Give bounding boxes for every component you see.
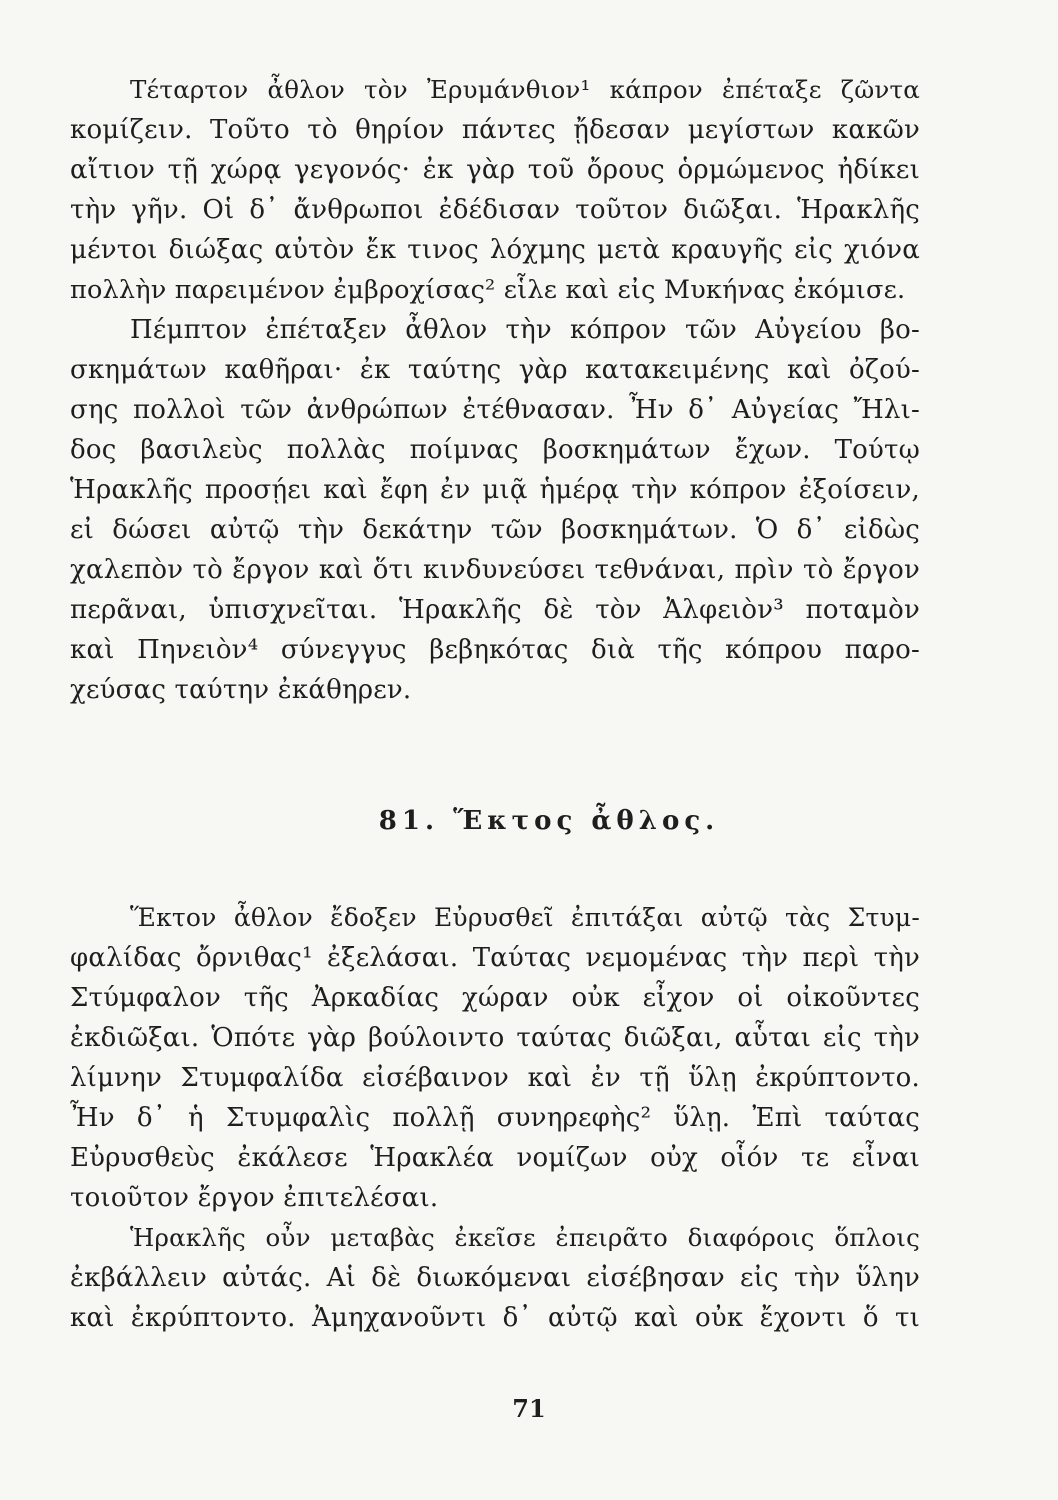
text-line: τοιοῦτον ἔργον ἐπιτελέσαι. <box>70 1183 439 1213</box>
text-line: τὴν γῆν. Οἱ δ᾽ ἄνθρωποι ἐδέδισαν τοῦτον διῶξαι. Ἡρακλῆς <box>70 195 920 225</box>
text-line: καὶ ἐκρύπτοντο. Ἀμηχανοῦντι δ᾽ αὐτῷ καὶ οὐκ ἔχοντι ὅ τι <box>70 1303 920 1333</box>
text-line: Ἦν δ᾽ ἡ Στυμφαλὶς πολλῇ συνηρεφὴς² ὕλῃ. Ἐπὶ ταύτας <box>70 1103 920 1133</box>
text-line: Ἡρακλῆς προσῄει καὶ ἔφη ἐν μιᾷ ἡμέρᾳ τὴν κόπρον ἐξοίσειν, <box>70 475 920 505</box>
text-line: χεύσας ταύτην ἐκάθηρεν. <box>70 675 412 705</box>
text-line: ἐκδιῶξαι. Ὁπότε γὰρ βούλοιντο ταύτας διῶξαι, αὗται εἰς τὴν <box>70 1023 920 1053</box>
text-line: Στύμφαλον τῆς Ἀρκαδίας χώραν οὐκ εἶχον οἱ οἰκοῦντες <box>70 983 920 1013</box>
top-text-block <box>70 70 920 710</box>
text-line: πολλὴν παρειμένον ἐμβροχίσας² εἷλε καὶ εἰς Μυκήνας ἐκόμισε. <box>70 275 906 305</box>
text-line: εἰ δώσει αὐτῷ τὴν δεκάτην τῶν βοσκημάτων. Ὁ δ᾽ εἰδὼς <box>70 515 920 545</box>
text-line: καὶ Πηνειὸν⁴ σύνεγγυς βεβηκότας διὰ τῆς κόπρου παρο- <box>70 635 920 665</box>
text-line: δος βασιλεὺς πολλὰς ποίμνας βοσκημάτων ἔχων. Τούτῳ <box>70 435 920 465</box>
text-line: μέντοι διώξας αὐτὸν ἔκ τινος λόχμης μετὰ κραυγῆς εἰς χιόνα <box>70 235 920 265</box>
text-line: αἴτιον τῇ χώρᾳ γεγονός· ἐκ γὰρ τοῦ ὄρους ὁρμώμενος ἠδίκει <box>70 155 920 185</box>
bottom-text-block <box>70 898 920 1338</box>
paragraph-erymanthian-boar <box>70 70 920 310</box>
section-heading: 81. Ἕκτος ἆθλος. <box>378 806 720 836</box>
text-line: χαλεπὸν τὸ ἔργον καὶ ὅτι κινδυνεύσει τεθνάναι, πρὶν τὸ ἔργον <box>70 555 920 585</box>
text-line: φαλίδας ὄρνιθας¹ ἐξελάσαι. Ταύτας νεμομένας τὴν περὶ τὴν <box>70 943 920 973</box>
text-line: Πέμπτον ἐπέταξεν ἆθλον τὴν κόπρον τῶν Αὐγείου βο- <box>130 315 920 345</box>
text-line: Τέταρτον ἆθλον τὸν Ἐρυμάνθιον¹ κάπρον ἐπέταξε ζῶντα <box>130 75 920 104</box>
text-line: σκημάτων καθῆραι· ἐκ ταύτης γὰρ κατακειμένης καὶ ὀζού- <box>70 355 920 385</box>
page-number: 71 <box>512 1394 546 1423</box>
text-line: Εὐρυσθεὺς ἐκάλεσε Ἡρακλέα νομίζων οὐχ οἷόν τε εἶναι <box>70 1143 920 1173</box>
text-line: κομίζειν. Τοῦτο τὸ θηρίον πάντες ᾔδεσαν μεγίστων κακῶν <box>70 115 920 145</box>
text-line: λίμνην Στυμφαλίδα εἰσέβαινον καὶ ἐν τῇ ὕλῃ ἐκρύπτοντο. <box>70 1063 920 1093</box>
text-line: Ἕκτον ἆθλον ἔδοξεν Εὐρυσθεῖ ἐπιτάξαι αὐτῷ τὰς Στυμ- <box>130 903 920 932</box>
paragraph-heracles-attempt <box>70 1218 920 1338</box>
text-line: ἐκβάλλειν αὐτάς. Αἱ δὲ διωκόμεναι εἰσέβησαν εἰς τὴν ὕλην <box>70 1263 920 1293</box>
text-line: Ἡρακλῆς οὖν μεταβὰς ἐκεῖσε ἐπειρᾶτο διαφόροις ὅπλοις <box>130 1223 920 1252</box>
text-line: σης πολλοὶ τῶν ἀνθρώπων ἐτέθνασαν. Ἦν δ᾽ Αὐγείας Ἤλι- <box>70 395 920 425</box>
paragraph-stymphalian-birds <box>70 898 920 1218</box>
text-line: περᾶναι, ὑπισχνεῖται. Ἡρακλῆς δὲ τὸν Ἀλφειὸν³ ποταμὸν <box>70 595 920 625</box>
paragraph-augean-stables <box>70 310 920 710</box>
